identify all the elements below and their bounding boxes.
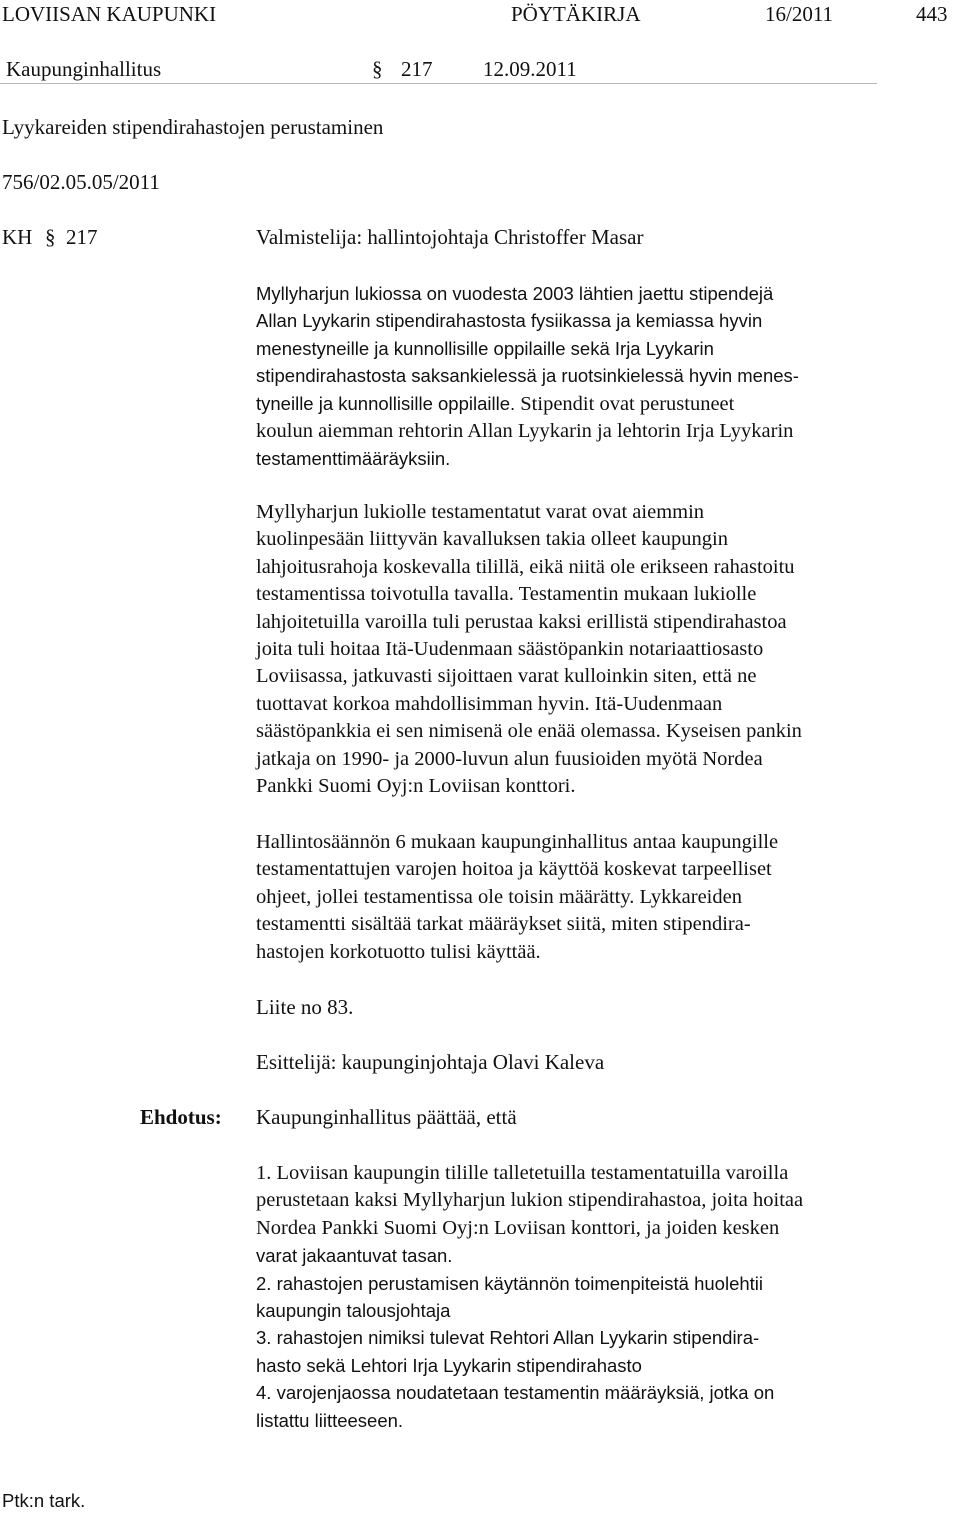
text-run: Loviisassa, jatkuvasti sijoittaen varat kulloinkin siten, että ne [256, 665, 757, 688]
text-run: hasto sekä Lehtori Irja Lyykarin stipendirahasto [256, 1354, 642, 1376]
text-run: Myllyharjun lukiossa on vuodesta 2003 lähtien jaettu stipendejä [256, 283, 774, 304]
header-org: LOVIISAN KAUPUNKI [2, 2, 217, 26]
text-line [256, 307, 896, 334]
text-run: lahjoitetuilla varoilla tuli perustaa kaksi erillistä stipendirahastoa [256, 610, 787, 633]
text-run: kuolinpesään liittyvän kavalluksen takia olleet kaupungin [256, 528, 728, 551]
subject-title: Lyykareiden stipendirahastojen perustaminen [2, 115, 384, 139]
text-line [256, 1242, 896, 1269]
text-line [256, 1352, 896, 1379]
text-line [256, 526, 896, 553]
preparer-line: Valmistelija: hallintojohtaja Christoffer Masar [256, 225, 644, 249]
text-run: lahjoitusrahoja koskevalla tilillä, eikä niitä ole erikseen rahastoitu [256, 555, 795, 578]
proposal-item [256, 1160, 896, 1270]
text-run: varat jakaantuvat tasan. [256, 1245, 453, 1267]
proposal-item [256, 1379, 896, 1434]
item-label: KH [2, 225, 33, 249]
subject-ref: 756/02.05.05/2011 [2, 170, 160, 194]
proposal-list [256, 1160, 896, 1434]
text-run: listattu liitteeseen. [256, 1409, 404, 1431]
paragraph-background [256, 280, 896, 473]
attachment-note: Liite no 83. [256, 995, 354, 1019]
text-line [256, 335, 896, 362]
text-run: ohjeet, jollei testamentissa ole toisin määrätty. Lykkareiden [256, 885, 742, 908]
text-run: perustetaan kaksi Myllyharjun lukion stipendirahastoa, joita hoitaa [256, 1189, 804, 1212]
proposal-item [256, 1324, 896, 1379]
text-run: Stipendit ovat perustuneet [515, 392, 735, 415]
text-line [256, 1407, 896, 1434]
text-line [256, 280, 896, 307]
text-run: Allan Lyykarin stipendirahastosta fysiikassa ja kemiassa hyvin [256, 310, 763, 332]
footer-checker: Ptk:n tark. [2, 1490, 86, 1511]
text-line [256, 609, 896, 636]
header-doc-type: PÖYTÄKIRJA [511, 2, 641, 26]
header-rule [0, 83, 877, 84]
text-run: testamentti sisältää tarkat määräykset siitä, miten stipendira- [256, 913, 751, 936]
text-line [256, 939, 896, 966]
section-sign-icon: § [372, 57, 383, 81]
text-line [256, 390, 896, 418]
proposal-item [256, 1270, 896, 1325]
text-run: 2. rahastojen perustamisen käytännön toimenpiteistä huolehtii [256, 1272, 764, 1294]
text-line [256, 554, 896, 581]
text-line [256, 499, 896, 526]
text-line [256, 773, 896, 800]
text-line [256, 418, 896, 445]
text-run: testamentattujen varojen hoitoa ja käyttöä koskevat tarpeelliset [256, 858, 772, 881]
text-line [256, 884, 896, 911]
text-run: joita tuli hoitaa Itä-Uudenmaan säästöpankin notariaattiosasto [256, 638, 764, 661]
text-line [256, 1324, 896, 1351]
text-line [256, 829, 896, 856]
text-line [256, 911, 896, 938]
text-line [256, 1160, 896, 1187]
proposal-intro: Kaupunginhallitus päättää, että [256, 1105, 517, 1129]
text-line [256, 1297, 896, 1324]
text-run: testamenttimääräyksiin. [256, 448, 451, 470]
text-run: testamentissa toivotulla tavalla. Testamentin mukaan lukiolle [256, 583, 757, 606]
text-line [256, 746, 896, 773]
text-line [256, 1379, 896, 1406]
text-run: Pankki Suomi Oyj:n Loviisan konttori. [256, 775, 576, 798]
text-run: menestyneille ja kunnollisille oppilaille sekä Irja Lyykarin [256, 337, 714, 359]
text-run: 3. rahastojen nimiksi tulevat Rehtori Allan Lyykarin stipendira- [256, 1327, 760, 1349]
text-line [256, 362, 896, 389]
text-run: säästöpankkia ei sen nimisenä ole enää olemassa. Kyseisen pankin [256, 720, 802, 743]
text-line [256, 691, 896, 718]
text-run: Hallintosäännön 6 mukaan kaupunginhallitus antaa kaupungille [256, 831, 779, 853]
presenter-line: Esittelijä: kaupunginjohtaja Olavi Kaleva [256, 1050, 605, 1074]
text-line [256, 636, 896, 663]
text-run: 1. Loviisan kaupungin tilille talletetuilla testamentatuilla varoilla [256, 1162, 789, 1184]
item-section: 217 [66, 225, 98, 249]
paragraph-funds-history [256, 499, 896, 800]
text-run: stipendirahastosta saksankielessä ja ruotsinkielessä hyvin menes- [256, 365, 799, 387]
proposal-label: Ehdotus: [140, 1105, 222, 1129]
header-page-number: 443 [916, 2, 948, 26]
text-run: jatkaja on 1990- ja 2000-luvun alun fuusioiden myötä Nordea [256, 747, 763, 770]
text-line [256, 856, 896, 883]
text-line [256, 718, 896, 745]
paragraph-regulation [256, 829, 896, 966]
text-run: Nordea Pankki Suomi Oyj:n Loviisan konttori, ja joiden kesken [256, 1216, 780, 1239]
text-line [256, 1187, 896, 1214]
text-run: 4. varojenjaossa noudatetaan testamentin määräyksiä, jotka on [256, 1382, 775, 1404]
text-line [256, 663, 896, 690]
text-run: tyneille ja kunnollisille oppilaille. [256, 392, 516, 414]
header-section: 217 [401, 57, 433, 81]
text-line [256, 1215, 896, 1242]
text-run: kaupungin talousjohtaja [256, 1300, 451, 1322]
text-run: tuottavat korkoa mahdollisimman hyvin. Itä-Uudenmaan [256, 692, 723, 715]
text-line [256, 445, 896, 472]
text-run: hastojen korkotuotto tulisi käyttää. [256, 940, 541, 963]
text-run: Myllyharjun lukiolle testamentatut varat ovat aiemmin [256, 501, 705, 523]
text-line [256, 1270, 896, 1297]
text-line [256, 581, 896, 608]
header-body: Kaupunginhallitus [6, 57, 162, 81]
text-run: koulun aiemman rehtorin Allan Lyykarin ja lehtorin Irja Lyykarin [256, 420, 794, 443]
header-issue: 16/2011 [765, 2, 834, 26]
header-date: 12.09.2011 [483, 57, 577, 81]
section-sign-icon: § [45, 225, 56, 249]
